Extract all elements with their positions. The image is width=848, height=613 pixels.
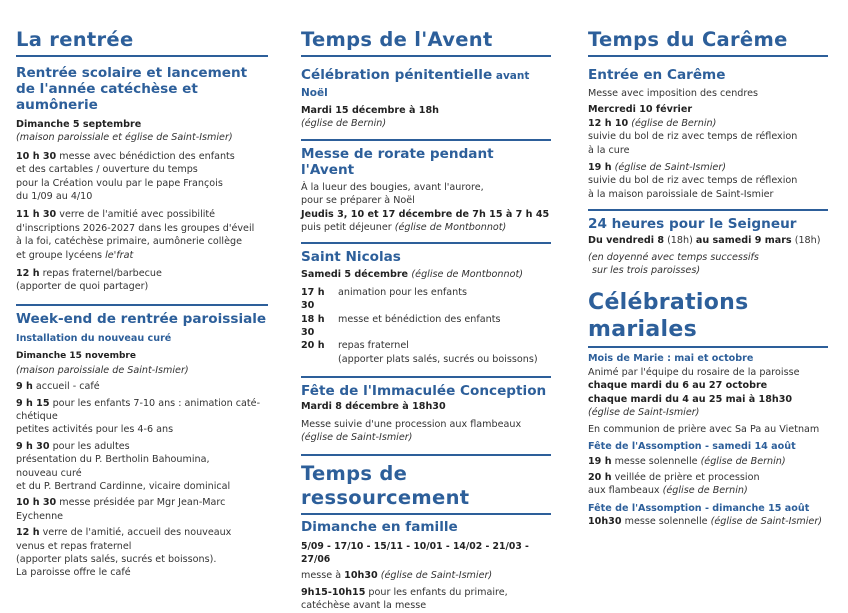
- event-line: 10 h 30 messe avec bénédiction des enfants: [16, 150, 235, 162]
- section-title-avent: Temps de l'Avent: [301, 28, 551, 57]
- schedule-row: 17 h 30 animation pour les enfants: [301, 286, 468, 312]
- section-title-rentree: La rentrée: [16, 28, 268, 57]
- heading-immaculee-conception: Fête de l'Immaculée Conception: [301, 376, 551, 399]
- heading-saint-nicolas: Saint Nicolas: [301, 242, 551, 265]
- heading-rentree-scolaire: Rentrée scolaire et lancement de l'année catéchèse et aumônerie: [16, 65, 248, 113]
- subheading-installation: Installation du nouveau curé: [16, 332, 172, 344]
- event-line: 11 h 30 verre de l'amitié avec possibilité: [16, 209, 216, 221]
- section-title-mariales: Célébrations mariales: [588, 289, 828, 348]
- date-5-septembre: Dimanche 5 septembre: [16, 119, 142, 130]
- heading-celebration-penitentielle: Célébration pénitentielle avant Noël: [301, 67, 530, 99]
- column-avent: Temps de l'Avent Célébration pénitentielle avant Noël Mardi 15 décembre à 18h (église de Bernin) Messe de rorate pendant l'Avent À la lueur des bougies, avant l'aurore, pour se préparer à Noël Jeudis 3, 10 et 17 décembre de 7h 15 à 7 h 45 puis petit déjeuner (église de Montbonnot) Saint Nicolas Samedi 5 décembre (église de Montbonnot) 17 h 30 animation pour les enfants 18 h 30 messe et bénédiction des enfants 20 h repas fraternel (apporter plats salés, sucrés ou boissons) Fête de l'Immaculée Conception Mardi 8 décembre à 18h30 Messe suivie d'une procession aux flambeaux (église de Saint-Ismier) Temps de ressourcement Dimanche en famille 5/09 - 17/10 - 15/11 - 10/01 - 14/02 - 21/03 - 27/06 messe à 10h30 (église de Saint-Ismier) 9h15-10h15 pour les enfants du primaire, catéchèse avant la messe: [301, 28, 550, 612]
- event-line: 12 h repas fraternel/barbecue: [16, 268, 162, 280]
- schedule-row: 18 h 30 messe et bénédiction des enfants: [301, 313, 501, 339]
- heading-dimanche-en-famille: Dimanche en famille: [301, 518, 458, 535]
- heading-rorate: Messe de rorate pendant l'Avent: [301, 139, 551, 178]
- heading-entree-en-careme: Entrée en Carême: [588, 67, 726, 83]
- section-title-careme: Temps du Carême: [588, 28, 828, 57]
- heading-mois-de-marie: Mois de Marie : mai et octobre: [588, 353, 754, 365]
- column-rentree: La rentrée Rentrée scolaire et lancement de l'année catéchèse et aumônerie Dimanche 5 septembre (maison paroissiale et église de Saint-Ismier) 10 h 30 messe avec bénédiction des enfants et des cartables / ouverture du temps pour la Création voulu par le pape François du 1/09 au 4/10 11 h 30 verre de l'amitié avec possibilité d'inscriptions 2026-2027 dans les groupes d'éveil à la foi, catéchèse primaire, aumônerie collège et groupe lycéens le'frat 12 h repas fraternel/barbecue (apporter de quoi partager) Week-end de rentrée paroissiale Installation du nouveau curé Dimanche 15 novembre (maison paroissiale de Saint-Ismier) 9 h accueil - café 9 h 15 pour les enfants 7-10 ans : animation caté- chétique petites activités pour les 4-6 ans 9 h 30 pour les adultes présentation du P. Bertholin Bahoumina, nouveau curé et du P. Bertrand Cardinne, vicaire dominical 10 h 30 messe présidée par Mgr Jean-Marc Eychenne 12 h verre de l'amitié, accueil des nouveaux venus et repas fraternel (apporter plats salés, sucrés et boissons). La paroisse offre le café: [16, 28, 267, 579]
- section-title-ressourcement: Temps de ressourcement: [301, 454, 551, 515]
- place: (maison paroissiale et église de Saint-Ismier): [16, 132, 233, 144]
- heading-assomption-samedi: Fête de l'Assomption - samedi 14 août: [588, 440, 796, 452]
- heading-assomption-dimanche: Fête de l'Assomption - dimanche 15 août: [588, 502, 810, 514]
- heading-24-heures: 24 heures pour le Seigneur: [588, 209, 828, 232]
- heading-week-end-rentree: Week-end de rentrée paroissiale: [16, 304, 268, 327]
- schedule-row: 20 h repas fraternel: [301, 340, 409, 352]
- column-careme: Temps du Carême Entrée en Carême Messe avec imposition des cendres Mercredi 10 février 12 h 10 (église de Bernin) suivie du bol de riz avec temps de réflexion à la cure 19 h (église de Saint-Ismier) suivie du bol de riz avec temps de réflexion à la maison paroissiale de Saint-Ismier 24 heures pour le Seigneur Du vendredi 8 (18h) au samedi 9 mars (18h) (en doyenné avec temps successifs sur les trois paroisses) Célébrations mariales Mois de Marie : mai et octobre Animé par l'équipe du rosaire de la paroisse chaque mardi du 6 au 27 octobre chaque mardi du 4 au 25 mai à 18h30 (église de Saint-Ismier) En communion de prière avec Sa Pa au Vietnam Fête de l'Assomption - samedi 14 août 19 h messe solennelle (église de Bernin) 20 h veillée de prière et procession aux flambeaux (église de Bernin) Fête de l'Assomption - dimanche 15 août 10h30 messe solennelle (église de Saint-Ismier): [588, 28, 828, 528]
